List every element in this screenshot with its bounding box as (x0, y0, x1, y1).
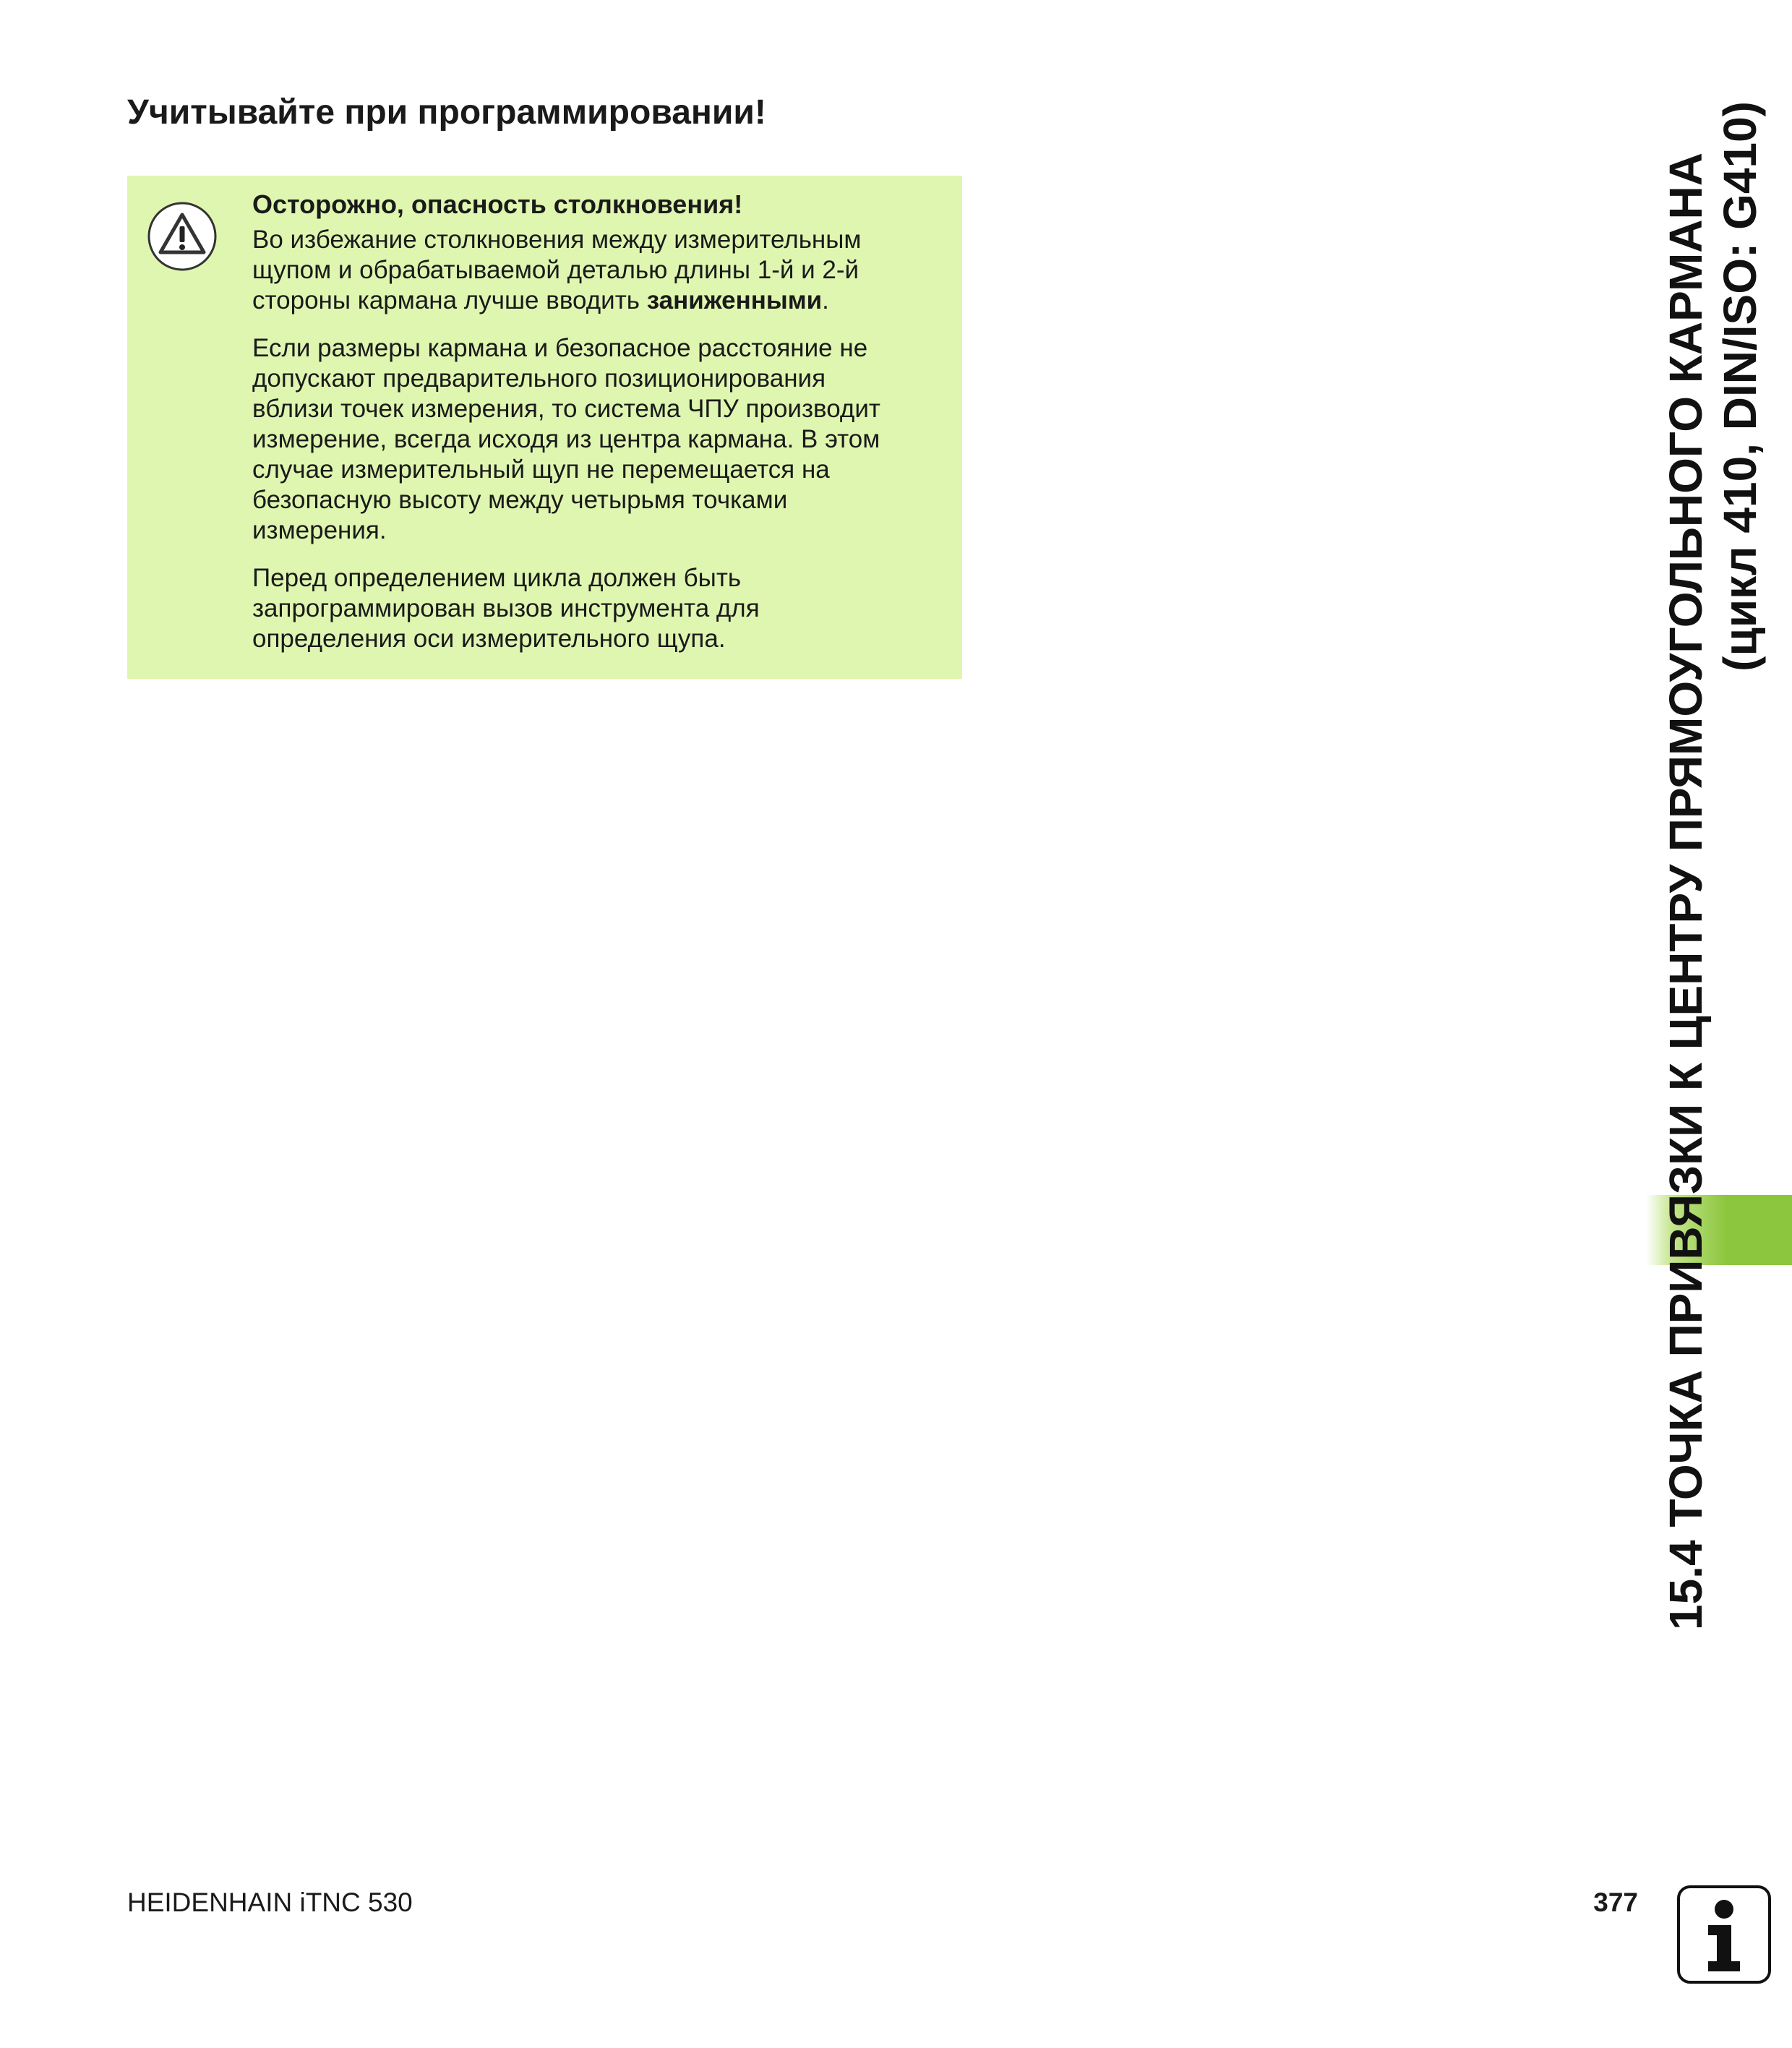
text-line: запрограммирован вызов инструмента для (252, 594, 760, 622)
warning-title: Осторожно, опасность столкновения! (252, 189, 743, 219)
text-line: Перед определением цикла должен быть (252, 564, 742, 592)
text-fragment: . (822, 286, 829, 314)
text-fragment: стороны кармана лучше вводить (252, 286, 647, 314)
section-heading: Учитывайте при программировании! (127, 93, 766, 132)
page-number: 377 (1593, 1888, 1638, 1917)
text-line: измерение, всегда исходя из центра кармана. В этом (252, 425, 880, 453)
vertical-section-title (1659, 101, 1775, 1630)
text-line: безопасную высоту между четырьмя точками (252, 486, 788, 514)
info-icon[interactable] (1676, 1885, 1772, 1984)
section-title-line-1: 15.4 ТОЧКА ПРИВЯЗКИ К ЦЕНТРУ ПРЯМОУГОЛЬНОГО КАРМАНА (1660, 153, 1712, 1630)
text-line: Во избежание столкновения между измерительным (252, 226, 862, 254)
section-title-line-2: (цикл 410, DIN/ISO: G410) (1714, 101, 1766, 672)
text-line: Если размеры кармана и безопасное расстояние не (252, 334, 868, 362)
footer-product-name: HEIDENHAIN iTNC 530 (127, 1888, 413, 1917)
text-line: щупом и обрабатываемой деталью длины 1-й и 2-й (252, 256, 859, 284)
text-line: вблизи точек измерения, то система ЧПУ производит (252, 395, 880, 423)
text-line: допускают предварительного позиционирования (252, 364, 826, 393)
warning-box (127, 176, 962, 679)
warning-triangle-icon (146, 200, 218, 273)
text-line: случае измерительный щуп не перемещается на (252, 455, 830, 484)
text-line (252, 286, 939, 316)
warning-paragraph-2 (252, 333, 939, 546)
text-line: измерения. (252, 516, 387, 544)
warning-text (252, 184, 939, 672)
warning-paragraph-1 (252, 225, 939, 316)
warning-paragraph-3 (252, 563, 939, 654)
emphasis-text: заниженными (646, 286, 823, 314)
text-line: определения оси измерительного щупа. (252, 625, 726, 653)
